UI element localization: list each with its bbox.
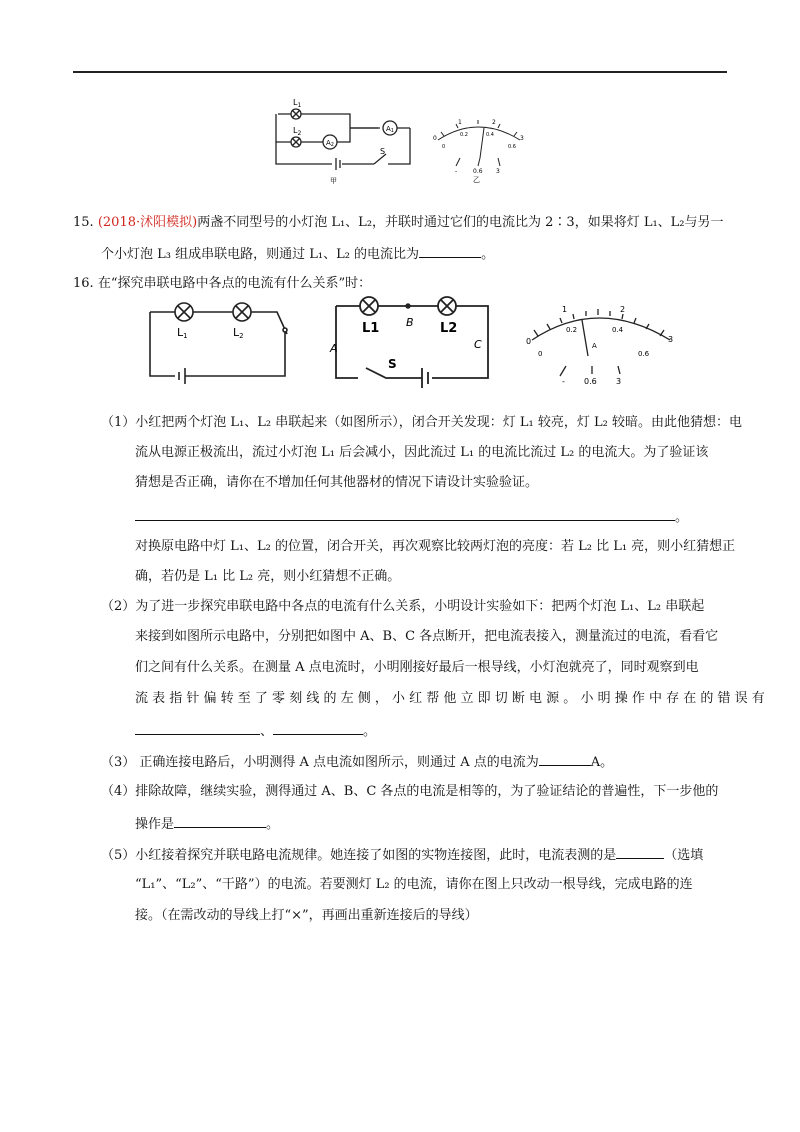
q16-p2-blank-2[interactable]	[273, 722, 363, 735]
q16-p3-line	[101, 753, 613, 771]
fig3-tick-low-2: 0.4	[612, 326, 624, 334]
fig3-tick-1: 1	[562, 305, 568, 314]
q15-text-2-end: 。	[481, 247, 495, 262]
yi-caption: 乙	[473, 176, 480, 184]
fig2-B: B	[406, 316, 414, 329]
q16-p2-line3: 们之间有什么关系。在测量 A 点电流时，小明刚接好最后一根导线，小灯泡就亮了，同时观察到电	[135, 660, 699, 675]
fig3-tick-0: 0	[526, 337, 532, 346]
figure-ammeter-dial	[520, 298, 680, 390]
q15-line2	[101, 245, 494, 263]
q16-p4-end: 。	[266, 817, 280, 832]
q16-p4-line1: （4）排除故障，继续实验，测得通过 A、B、C 各点的电流是相等的，为了验证结论的普遍性，下一步他的	[101, 784, 719, 799]
figure-yi-ammeter	[428, 110, 528, 185]
yi-tick-low-0: 0	[442, 144, 446, 150]
q16-p5-line2: “L₁”、“L₂”、“干路”）的电流。若要测灯 L₂ 的电流，请你在图上只改动一根导线，完成电路的连	[135, 877, 693, 892]
q16-p1-line3: 猜想是否正确，请你在不增加任何其他器材的情况下请设计实验验证。	[135, 475, 539, 490]
q16-p5-blank[interactable]	[616, 846, 664, 859]
figure-jia-circuit	[270, 92, 420, 187]
q16-p1-answer-blank[interactable]	[135, 508, 675, 521]
q16-p2-end: 。	[363, 724, 377, 739]
q16-p5-text-end: （选填	[664, 848, 704, 863]
q16-stem-text: 在“探究串联电路中各点的电流有什么关系”时：	[97, 276, 372, 291]
q16-p4-text: 操作是	[135, 817, 175, 832]
yi-tick-1: 1	[458, 119, 462, 126]
jia-S-label: S	[380, 147, 386, 156]
q16-p5-text: （5）小红接着探究并联电路电流规律。她连接了如图的实物连接图，此时，电流表测的是	[101, 848, 617, 863]
fig2-A: A	[330, 342, 338, 355]
q16-p2-sep: 、	[260, 724, 274, 739]
fig2-L2: L2	[440, 321, 458, 336]
fig3-terminal-06: 0.6	[584, 377, 597, 386]
q15-text-2: 个小灯泡 L₃ 组成串联电路，则通过 L₁、L₂ 的电流比为	[101, 247, 420, 262]
jia-L2-label: $L_2$	[293, 126, 302, 137]
yi-tick-low-3: 0.6	[508, 144, 516, 150]
figure-series-circuit-2	[328, 292, 498, 392]
fig3-needle-label: A	[592, 342, 597, 350]
fig2-C: C	[474, 338, 482, 351]
q16-p1-answer-1: 对换原电路中灯 L₁、L₂ 的位置，闭合开关，再次观察比较两灯泡的亮度：若 L₂ 比 L₁ 亮，则小红猜想正	[135, 539, 736, 554]
yi-tick-3: 3	[520, 135, 524, 142]
q16-p1-line2: 流从电源正极流出，流过小灯泡 L₁ 后会减小，因此流过 L₁ 的电流比流过 L₂ 的电流大。为了验证该	[135, 445, 709, 460]
fig1-L1: L1	[177, 326, 188, 340]
q16-p2-line5	[135, 722, 376, 740]
jia-caption: 甲	[330, 177, 337, 185]
jia-L1-label: $L_1$	[293, 98, 302, 109]
q16-p1-answer-line	[135, 508, 688, 526]
q16-p2-line2: 来接到如图所示电路中，分别把如图中 A、B、C 各点断开，把电流表接入，测量流过的电流，看看它	[135, 629, 719, 644]
fig3-tick-low-0: 0	[538, 350, 543, 358]
yi-tick-low-2: 0.4	[486, 132, 494, 138]
fig3-tick-low-3: 0.6	[638, 350, 650, 358]
q16-p2-line1: （2）为了进一步探究串联电路中各点的电流有什么关系，小明设计实验如下：把两个灯泡 L₁、L₂ 串联起	[101, 599, 705, 614]
q15-number: 15.	[73, 215, 94, 230]
yi-terminal-06: 0.6	[473, 168, 483, 175]
yi-tick-2: 2	[492, 119, 496, 126]
header-rule	[73, 71, 727, 73]
q16-p1-answer-2: 确，若仍是 L₁ 比 L₂ 亮，则小红猜想不正确。	[135, 569, 401, 584]
q16-p1-line1: （1）小红把两个灯泡 L₁、L₂ 串联起来（如图所示），闭合开关发现：灯 L₁ 较亮，灯 L₂ 较暗。由此他猜想：电	[101, 415, 742, 430]
q16-p3-unit: A。	[590, 755, 614, 770]
fig1-L2: L2	[233, 326, 244, 340]
fig2-S: S	[388, 357, 397, 371]
fig3-tick-2: 2	[620, 305, 626, 314]
q16-p5-line1	[101, 846, 703, 864]
jia-A2-label: A2	[326, 139, 334, 148]
q15-answer-blank[interactable]	[419, 245, 481, 258]
q16-p1-end: 。	[675, 510, 689, 525]
fig3-tick-low-1: 0.2	[566, 326, 578, 334]
q16-p4-blank[interactable]	[174, 815, 266, 828]
yi-tick-0: 0	[433, 135, 437, 142]
yi-terminal-3: 3	[496, 168, 500, 175]
yi-terminal-minus: -	[455, 168, 458, 175]
q16-p3-blank[interactable]	[539, 753, 591, 766]
jia-A1-label: A1	[386, 125, 394, 134]
q15-line1	[73, 215, 724, 231]
q16-p3-text: （3） 正确连接电路后，小明测得 A 点电流如图所示，则通过 A 点的电流为	[101, 755, 539, 770]
fig2-L1: L1	[362, 321, 380, 336]
fig3-tick-3: 3	[668, 335, 674, 344]
q15-source: (2018·沭阳模拟)	[97, 215, 198, 230]
yi-tick-low-1: 0.2	[460, 132, 468, 138]
q16-number: 16.	[73, 276, 94, 291]
q16-p2-line4: 流 表 指 针 偏 转 至 了 零 刻 线 的 左 侧 ， 小 红 帮 他 立 即 切 断 电 源 。 小 明 操 作 中 存 在 的 错 误 有	[135, 691, 765, 706]
q16-p5-line3: 接。（在需改动的导线上打“×”，再画出重新连接后的导线）	[135, 908, 478, 923]
q16-p2-blank-1[interactable]	[135, 722, 260, 735]
q15-text-1: 两盏不同型号的小灯泡 L₁、L₂，并联时通过它们的电流比为 2∶3，如果将灯 L₁、L₂与另一	[197, 215, 724, 230]
fig3-terminal-3: 3	[616, 377, 622, 386]
figure-series-circuit-1	[145, 300, 300, 390]
q16-p4-line2	[135, 815, 279, 833]
fig3-terminal-minus: -	[562, 377, 565, 386]
q16-stem	[73, 276, 371, 292]
